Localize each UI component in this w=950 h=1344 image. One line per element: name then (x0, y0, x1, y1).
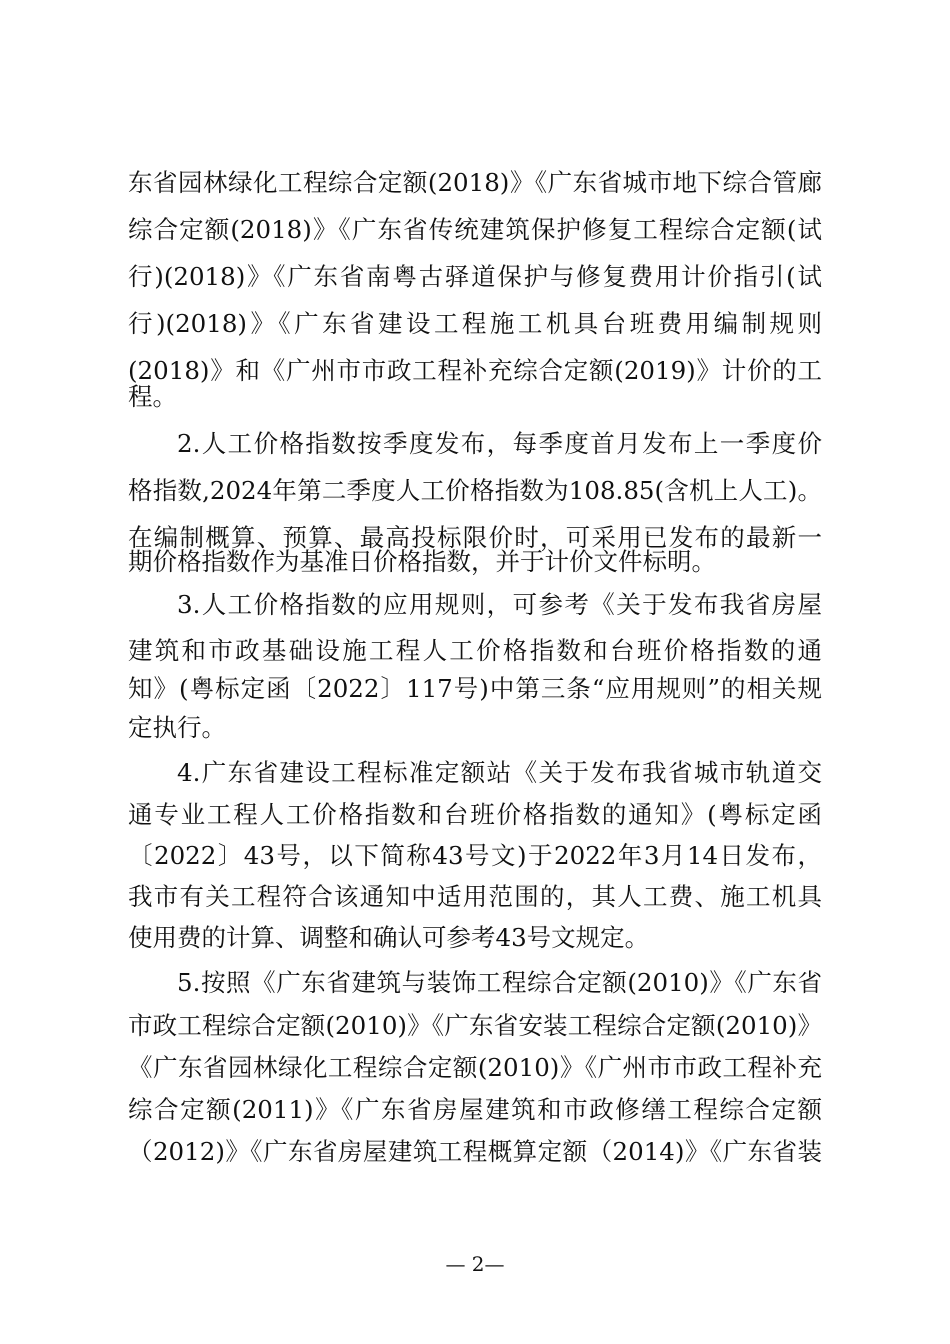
text-line: 期价格指数作为基准日价格指数，并于计价文件标明。 (128, 547, 716, 576)
text-line: 行)(2018)》《广东省南粤古驿道保护与修复费用计价指引(试 (128, 262, 822, 291)
text-line: 《广东省园林绿化工程综合定额(2010)》《广州市市政工程补充 (128, 1053, 822, 1082)
text-line: 2.人工价格指数按季度发布，每季度首月发布上一季度价 (177, 429, 822, 458)
text-line: 行)(2018)》《广东省建设工程施工机具台班费用编制规则 (128, 309, 822, 338)
text-line: 综合定额(2011)》《广东省房屋建筑和市政修缮工程综合定额 (128, 1095, 822, 1124)
text-line: 格指数,2024年第二季度人工价格指数为108.85(含机上人工)。 (128, 476, 822, 505)
text-line: 使用费的计算、调整和确认可参考43号文规定。 (128, 923, 650, 952)
text-line: 我市有关工程符合该通知中适用范围的，其人工费、施工机具 (128, 882, 822, 911)
text-line: 定执行。 (128, 713, 226, 742)
text-line: 3.人工价格指数的应用规则，可参考《关于发布我省房屋 (177, 590, 822, 619)
text-line: (2018)》和《广州市市政工程补充综合定额(2019)》计价的工 (128, 356, 822, 385)
text-line: 知》(粤标定函〔2022〕117号)中第三条“应用规则”的相关规 (128, 674, 822, 703)
text-line: 在编制概算、预算、最高投标限价时，可采用已发布的最新一 (128, 523, 822, 552)
page-number: — 2— (445, 1252, 505, 1276)
text-line: 建筑和市政基础设施工程人工价格指数和台班价格指数的通 (128, 636, 822, 665)
text-line: 5.按照《广东省建筑与装饰工程综合定额(2010)》《广东省 (177, 968, 822, 997)
text-line: 通专业工程人工价格指数和台班价格指数的通知》(粤标定函 (128, 800, 822, 829)
text-line: 市政工程综合定额(2010)》《广东省安装工程综合定额(2010)》 (128, 1011, 822, 1040)
text-line: 程。 (128, 382, 177, 411)
text-line: 〔2022〕43号，以下简称43号文)于2022年3月14日发布， (128, 841, 822, 870)
text-line: 东省园林绿化工程综合定额(2018)》《广东省城市地下综合管廊 (128, 168, 822, 197)
text-line: 综合定额(2018)》《广东省传统建筑保护修复工程综合定额(试 (128, 215, 822, 244)
text-line: （2012)》《广东省房屋建筑工程概算定额（2014)》《广东省装 (128, 1137, 822, 1166)
text-line: 4.广东省建设工程标准定额站《关于发布我省城市轨道交 (177, 758, 822, 787)
